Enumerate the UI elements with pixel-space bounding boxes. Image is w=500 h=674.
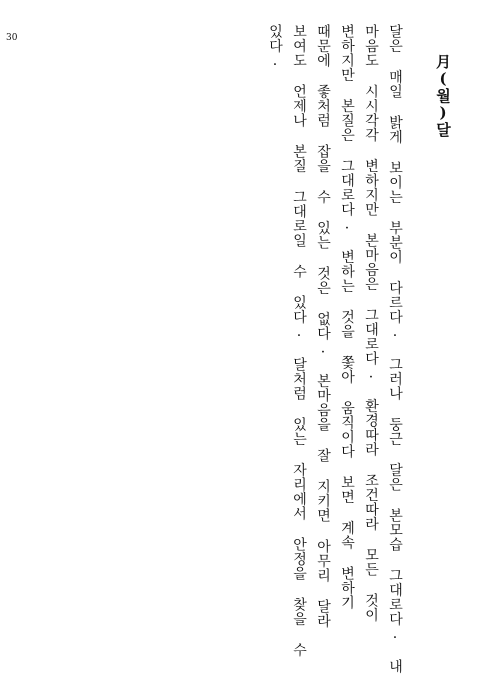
text-column: 보여도 언제나 본질 그대로일 수 있다. 달처럼 있는 자리에서 안정을 찾을 수 — [291, 24, 307, 657]
page-title: 月(월)달 — [434, 54, 452, 138]
text-column: 달은 매일 밝게 보이는 부분이 다르다. 그러나 둥근 달은 본모습 그대로다. 내 — [387, 24, 403, 674]
text-column: 때문에 좋처럼 잡을 수 있는 것은 없다. 본마음을 잘 지키면 아무리 달라 — [315, 24, 331, 628]
text-column: 마음도 시시각각 변하지만 본마음은 그대로다. 환경따라 조건따라 모든 것이 — [363, 24, 379, 622]
text-column: 있다. — [267, 24, 283, 70]
page-number: 30 — [6, 33, 18, 43]
text-column: 변하지만 본질은 그대로다. 변하는 것을 쫓아 움직이다 보면 계속 변하기 — [339, 24, 355, 610]
vertical-text-block — [263, 24, 455, 674]
